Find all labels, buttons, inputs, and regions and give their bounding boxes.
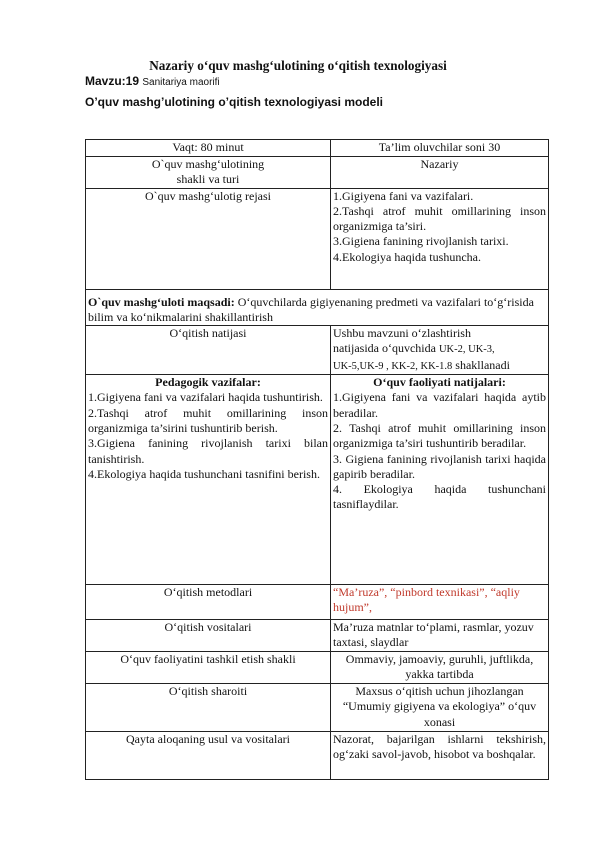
- organization-label-cell: O‘quv faoliyatini tashkil etish shakli: [86, 652, 331, 684]
- plan-item: 2.Tashqi atrof muhit omillarining inson organizmiga ta’siri.: [333, 203, 546, 234]
- feedback-label-cell: Qayta aloqaning usul va vositalari: [86, 732, 331, 780]
- table-row: [86, 620, 549, 652]
- plan-label-cell: O`quv mashg‘ulotig rejasi: [86, 188, 331, 289]
- table-row: [86, 684, 549, 732]
- table-row: [86, 585, 549, 620]
- result-codes: UK-2, UK-3,: [438, 344, 495, 356]
- pedagogical-tasks-title: Pedagogik vazifalar:: [155, 375, 261, 390]
- model-title: O’quv mashg’ulotining o’qitish texnologiyasi modeli: [85, 95, 384, 109]
- tools-label-cell: O‘qitish vositalari: [86, 620, 331, 652]
- plan-item: 4.Ekologiya haqida tushuncha.: [333, 249, 481, 264]
- form-label-cell: [86, 157, 331, 189]
- plan-items-cell: [331, 188, 549, 289]
- pedagogical-task: 2.Tashqi atrof muhit omillarining inson organizmiga ta’sirini tushuntirib berish.: [88, 405, 328, 435]
- result-line: [333, 358, 546, 374]
- form-value-cell: Nazariy: [331, 157, 549, 189]
- learning-outcome: 2. Tashqi atrof muhit omillarining inson organizmiga ta’siri tushuntirib beradilar.: [333, 420, 546, 451]
- pedagogical-task: 3.Gigiena fanining rivojlanish tarixi bilan tanishtirish.: [88, 436, 328, 466]
- conditions-value-cell: Maxsus o‘qitish uchun jihozlangan “Umumiy gigiyena va ekologiya” o‘quv xonasi: [331, 684, 549, 732]
- goal-label: O`quv mashg‘uloti maqsadi:: [88, 294, 235, 309]
- topic-line: [85, 74, 220, 88]
- goal-cell: [86, 289, 549, 326]
- result-value-cell: [331, 326, 549, 375]
- plan-item: 3.Gigiena fanining rivojlanish tarixi.: [333, 234, 509, 249]
- feedback-value-cell: Nazorat, bajarilgan ishlarni tekshirish, og‘zaki savol-javob, hisobot va boshqalar.: [331, 732, 549, 780]
- result-line: Ushbu mavzuni o‘zlashtirish: [333, 326, 471, 341]
- table-row: [86, 732, 549, 780]
- table-row: [86, 140, 549, 157]
- form-label-line: O`quv mashg‘ulotining: [151, 157, 265, 171]
- learning-outcome: 3. Gigiena fanining rivojlanish tarixi haqida gapirib beradilar.: [333, 451, 546, 481]
- result-line: [333, 341, 546, 357]
- pedagogical-task: 4.Ekologiya haqida tushunchani tasnifini berish.: [88, 466, 320, 481]
- learning-outcome: 4. Ekologiya haqida tushunchani tasniflaydilar.: [333, 482, 546, 512]
- result-codes: UK-5,UK-9 , KK-2, KK-1.8: [333, 360, 453, 372]
- conditions-label-cell: O‘qitish sharoiti: [86, 684, 331, 732]
- pedagogical-task: 1.Gigiyena fani va vazifalari haqida tushuntirish.: [88, 390, 323, 405]
- table-row: [86, 157, 549, 189]
- learning-outcomes-cell: [331, 375, 549, 585]
- time-cell: Vaqt: 80 minut: [86, 140, 331, 157]
- tools-value-cell: Ma’ruza matnlar to‘plami, rasmlar, yozuv taxtasi, slaydlar: [331, 620, 549, 652]
- table-row: [86, 326, 549, 375]
- table-row: [86, 188, 549, 289]
- methods-value-cell: “Ma’ruza”, “pinbord texnikasi”, “aqliy hujum”,: [331, 585, 549, 620]
- result-text: natijasida o‘quvchida: [333, 341, 439, 356]
- organization-value-cell: Ommaviy, jamoaviy, guruhli, juftlikda, yakka tartibda: [331, 652, 549, 684]
- lesson-plan-table: [85, 139, 549, 780]
- result-text: shakllanadi: [452, 357, 510, 372]
- table-row: [86, 289, 549, 326]
- students-cell: Ta’lim oluvchilar soni 30: [331, 140, 549, 157]
- goal-text: O‘quvchilarda gigiyenaning predmeti va vazifalari to‘g‘risida bilim va ko‘nikmalarini shakillantirish: [88, 294, 534, 324]
- learning-outcome: 1.Gigiyena fani va vazifalari haqida aytib beradilar.: [333, 390, 546, 420]
- form-label-line: shakli va turi: [176, 172, 240, 187]
- methods-label-cell: O‘qitish metodlari: [86, 585, 331, 620]
- pedagogical-tasks-cell: [86, 375, 331, 585]
- plan-item: 1.Gigiyena fani va vazifalari.: [333, 188, 474, 203]
- result-label-cell: O‘qitish natijasi: [86, 326, 331, 375]
- topic-text: Sanitariya maorifi: [142, 77, 220, 88]
- document-title: Nazariy o‘quv mashg‘ulotining o‘qitish texnologiyasi: [149, 58, 447, 73]
- table-row: [86, 375, 549, 585]
- learning-outcomes-title: O‘quv faoliyati natijalari:: [373, 375, 506, 390]
- topic-label: Mavzu:19: [85, 74, 140, 88]
- table-row: [86, 652, 549, 684]
